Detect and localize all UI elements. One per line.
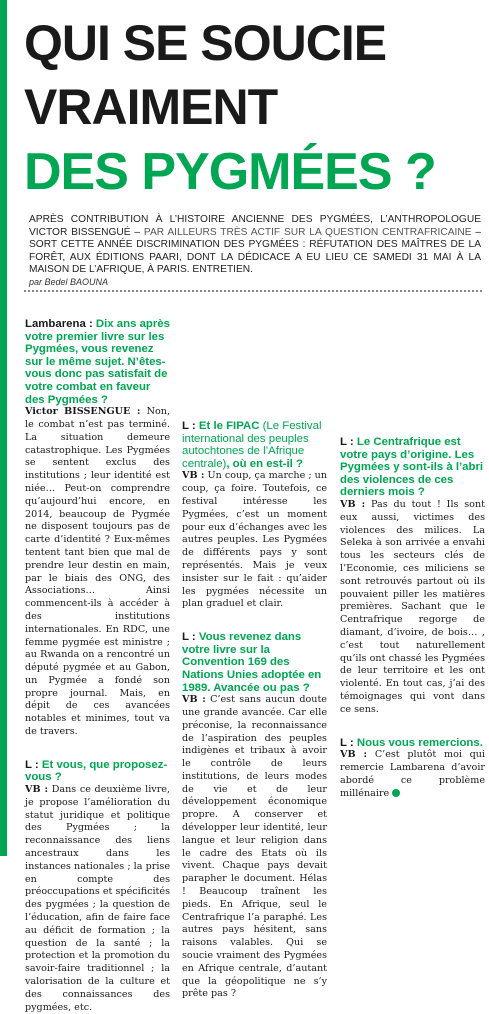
intro-text-a: APRÈS CONTRIBUTION À L’HISTOIRE ANCIENNE DES PYGMÉES, L’ANTHROPOLOGUE VICTOR BISSENGUÉ –: [29, 214, 481, 238]
question-6: [340, 737, 485, 750]
headline-line-1: QUI SE SOUCIE: [24, 15, 387, 71]
question-4: [182, 631, 327, 694]
answer-text: C’est plutôt moi qui remercie Lambarena d’avoir abordé ce problème millénaire: [340, 749, 486, 799]
speaker-label: VB :: [340, 749, 368, 761]
question-text: Vous revenez dans votre livre sur la Convention 169 des Nations Unies adoptée en 1989. Avancée ou pas ?: [182, 631, 322, 694]
article-intro: [29, 214, 481, 277]
question-5: [340, 436, 485, 499]
intro-text-b: – SORT CETTE ANNÉE DISCRIMINATION DES PYGMÉES : RÉFUTATION DES MAÎTRES DE LA FORÊT, AUX ÉDITIONS PAARI, DONT LA DÉDICACE A EU LIEU CE SAMEDI 31 MAI À LA MAISON DE L’AFRIQUE, À PARIS. ENTRETIEN.: [29, 226, 481, 276]
answer-text: Un coup, ça marche ; un coup, ça foire. Toutefois, ce festival intéresse les Pygmées, c’est un moment pour eux d’échanges avec les autres peuples. Les Pygmées de différents pays y sont représentés. Mais je veux insister sur le fait : qu’aider les pygmées nécessite un plan graduel et clair.: [182, 470, 327, 610]
answer-text: C’est sans aucun doute une grande avancée. Car elle préconise, la reconnaissance de l’aspiration des peuples indigènes et tribaux à avoir le contrôle de leurs institutions, de leurs modes de vie et de leur développement économique propre. A conserver et développer leur identité, leur langue et leur religion dans le cadre des Etats où ils vivent. Chaque pays devait parapher le document. Hélas ! Beaucoup traînent les pieds. En Afrique, seul le Centrafrique l’a paraphé. Les autres pays hésitent, sans raisons valables. Qui se soucie vraiment des Pygmées en Afrique centrale, d’autant que la géopolitique ne s’y prête pas ?: [182, 694, 327, 1000]
spacer: [25, 739, 170, 759]
interviewer-label: L :: [25, 758, 39, 771]
question-text: Dix ans après votre premier livre sur les Pygmées, vous revenez sur le même sujet. N’êtes-vous donc pas satisfait de votre combat en faveur des Pygmées ?: [25, 318, 170, 406]
column-1: [25, 318, 170, 1014]
answer-text: Dans ce deuxième livre, je propose l’amélioration du statut juridique et politique des Pygmées ; la reconnaissance des liens ancestraux dans les instances nationales ; la prise en compte des préoccupations et spécificités des pygmées ; la question de l’éducation, afin de faire face au déficit de formation ; la question de la santé ; la protection et la promotion du savoir-faire traditionnel ; la valorisation de la culture et des connaissances des pygmées, etc.: [25, 784, 171, 1013]
answer-2: [25, 784, 170, 1014]
speaker-label: VB :: [25, 784, 49, 796]
intro-aside: PAR AILLEURS TRÈS ACTIF SUR LA QUESTION CENTRAFRICAINE: [140, 226, 476, 238]
green-dot-icon: [392, 789, 400, 797]
answer-4-continuation-space: [340, 318, 485, 436]
answer-1: [25, 406, 170, 739]
dotted-separator: [24, 290, 482, 292]
question-2: [25, 759, 170, 784]
answer-3: [182, 470, 327, 611]
green-margin-strip: [0, 0, 7, 856]
question-text: Le Centrafrique est votre pays d’origine. Les Pygmées y sont-ils à l’abri des violences de ces derniers mois ?: [340, 436, 484, 499]
speaker-label: VB :: [182, 470, 205, 482]
question-text: Et le FIPAC: [195, 420, 260, 432]
question-text-aside: (Le Festival international des peuples autochtones de l’Afrique centrale): [182, 420, 322, 470]
speaker-label: VB :: [340, 498, 366, 510]
column-2: [182, 318, 327, 1001]
answer-5: [340, 499, 485, 717]
interviewer-label: L :: [182, 420, 196, 432]
question-3: [182, 420, 327, 470]
headline-line-3: DES PYGMÉES ?: [24, 143, 436, 201]
interviewer-label: L :: [340, 736, 354, 749]
answer-6: [340, 749, 485, 800]
spacer: [182, 611, 327, 631]
question-text: Nous vous remercions.: [353, 736, 483, 749]
spacer: [340, 717, 485, 737]
interviewer-label: L :: [340, 436, 354, 448]
answer-text: Non, le combat n’est pas terminé. La situation demeure catastrophique. Les Pygmées se sentent exclus des institutions ; leur identité est niée… Peut-on comprendre qu’aujourd’hui encore, en 2014, beaucoup de Pygmée ne disposent toujours pas de carte d’identité ? Eux-mêmes tentent tant bien que mal de prendre leur destin en main, par le biais des ONG, des Associations… Ainsi commencent-ils à accéder à des institutions internationales. En RDC, une femme pygmée est ministre ; au Rwanda on a rencontré un député pygmée et au Gabon, un Pygmée a fondé son propre journal. Mais, en dépit de ces avancées notables et minimes, tout va de travers.: [25, 406, 170, 738]
byline: par Bedel BAOUNA: [29, 277, 109, 287]
column-3: [340, 318, 485, 800]
speaker-label: Victor BISSENGUE :: [25, 406, 141, 418]
answer-2-continuation-space: [182, 318, 327, 420]
interviewer-label: Lambarena :: [25, 318, 93, 330]
answer-text: Pas du tout ! Ils sont eux aussi, victimes des violences des milices. La Seleka à son arrivée a envahi tous les secteurs clés de l’Economie, ces miliciens se sont retrouvés partout où ils pouvaient piller les matières premières. Sachant que le Centrafrique regorge de diamant, d’ivoire, de bois… , c’est tout naturellement qu’ils ont chassé les Pygmées de leur territoire et les ont violenté. En tout cas, j’ai des témoignages qui vont dans ce sens.: [340, 498, 485, 715]
interviewer-label: L :: [182, 631, 196, 644]
question-1: [25, 318, 170, 406]
speaker-label: VB :: [182, 694, 206, 706]
question-text-end: , où en est-il ?: [226, 457, 303, 470]
question-text: Et vous, que proposez-vous ?: [25, 758, 168, 784]
headline-line-2: VRAIMENT: [24, 79, 278, 135]
answer-4: [182, 694, 327, 1001]
